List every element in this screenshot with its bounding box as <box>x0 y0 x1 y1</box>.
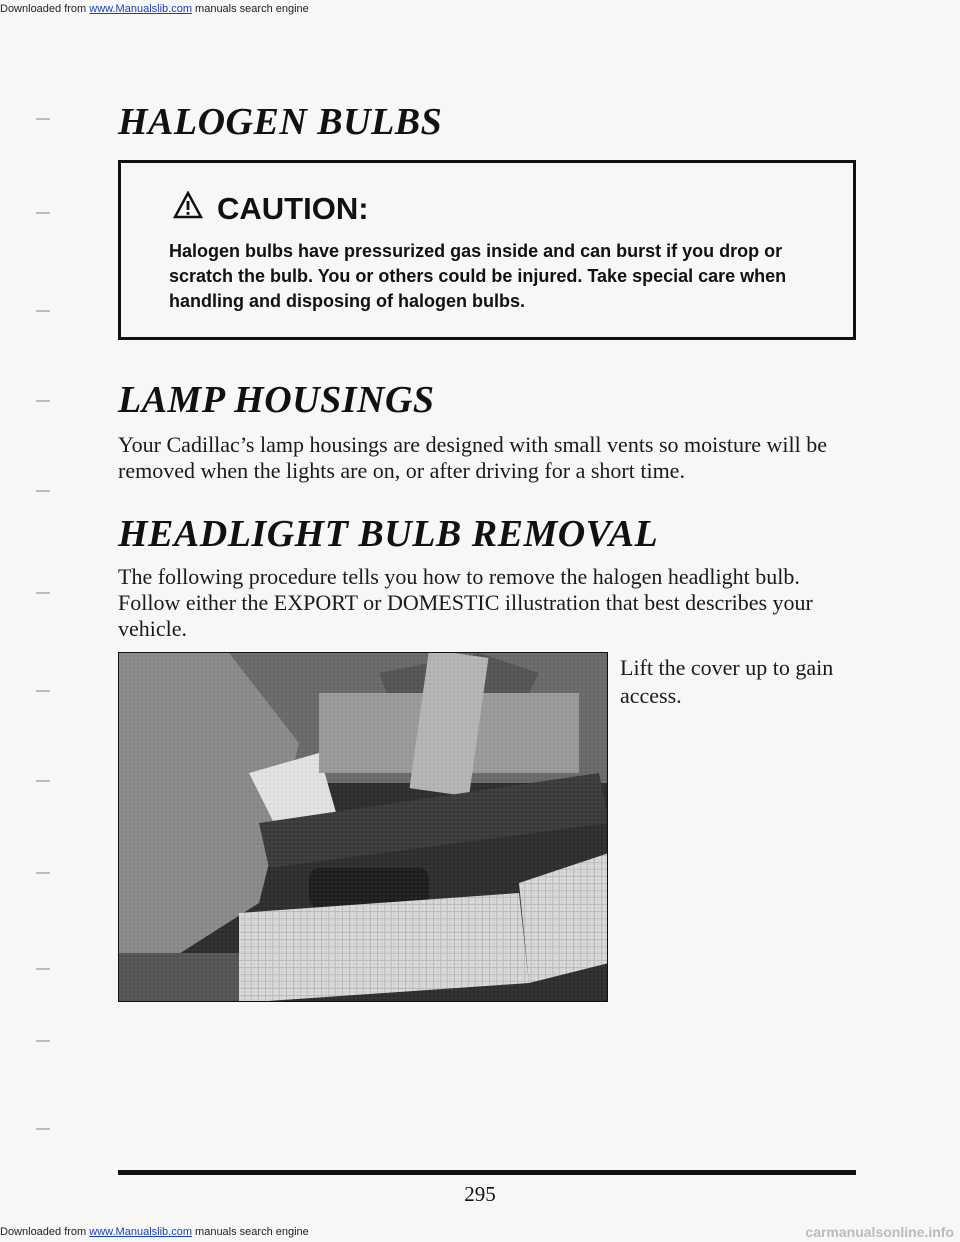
download-watermark-top <box>0 0 960 18</box>
margin-ticks <box>0 0 60 1242</box>
caution-text: Halogen bulbs have pressurized gas inside and can burst if you drop or scratch the bulb. You or others could be injured. Take special care when handling and disposing of halogen bulbs. <box>169 241 787 311</box>
carmanualsonline-watermark: carmanualsonline.info <box>805 1224 954 1240</box>
watermark-suffix: manuals search engine <box>191 1226 309 1238</box>
manualslib-link[interactable]: www.Manualslib.com <box>89 1226 192 1238</box>
lamp-housings-heading: LAMP HOUSINGS <box>118 379 435 421</box>
headlight-bulb-removal-heading: HEADLIGHT BULB REMOVAL <box>118 513 659 555</box>
headlight-removal-text: The following procedure tells you how to remove the halogen headlight bulb. Follow either the EXPORT or DOMESTIC illustration that best describes your vehicle. <box>118 564 813 641</box>
watermark-suffix: manuals search engine <box>191 3 309 15</box>
halogen-bulbs-heading: HALOGEN BULBS <box>118 101 443 143</box>
page-number: 295 <box>464 1182 496 1206</box>
headlight-photo <box>118 652 608 1002</box>
download-watermark-bottom <box>0 1222 960 1242</box>
warning-triangle-icon <box>173 191 203 227</box>
photo-caption: Lift the cover up to gain access. <box>620 655 834 708</box>
lamp-housings-text: Your Cadillac’s lamp housings are designed with small vents so moisture will be removed when the lights are on, or after driving for a short time. <box>118 432 828 483</box>
caution-title <box>173 191 369 227</box>
caution-box <box>118 160 856 340</box>
caution-label: CAUTION: <box>217 191 369 226</box>
footer-rule <box>118 1170 856 1175</box>
manualslib-link[interactable]: www.Manualslib.com <box>89 3 192 15</box>
watermark-prefix: Downloaded from <box>0 3 90 15</box>
watermark-prefix: Downloaded from <box>0 1226 90 1238</box>
